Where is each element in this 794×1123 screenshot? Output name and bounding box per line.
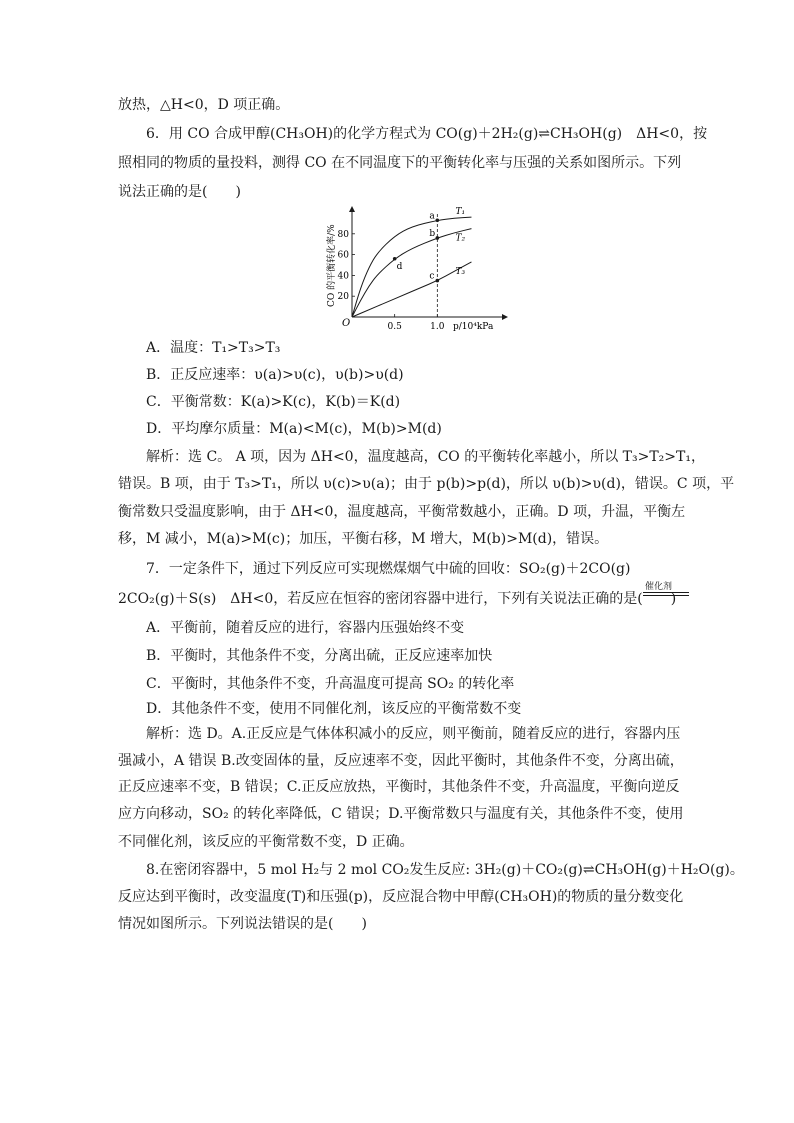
- y-axis-label: CO 的平衡转化率/%: [327, 224, 337, 307]
- catalyst-label: 催化剂: [645, 582, 673, 592]
- text-line: 2CO₂(g)＋S(s) ΔH<0，若反应在恒容的密闭容器中进行，下列有关说法正确的是( ): [118, 591, 677, 607]
- text-line: 照相同的物质的量投料，测得 CO 在不同温度下的平衡转化率与压强的关系如图所示。下列: [118, 155, 682, 171]
- analysis-6: 解析：选 C。 A 项，因为 ΔH<0，温度越高，CO 的平衡转化率越小，所以 T₃>T₂>T₁，: [146, 449, 705, 465]
- point-d: [393, 257, 397, 261]
- text-line: 反应达到平衡时，改变温度(T)和压强(p)，反应混合物中甲醇(CH₃OH)的物质的量分数变化: [118, 889, 684, 905]
- conversion-chart: [320, 205, 520, 335]
- text-line: 说法正确的是( ): [118, 184, 241, 200]
- point-label: d: [396, 261, 403, 272]
- series-line-2: [352, 229, 471, 317]
- series-line-3: [352, 262, 471, 317]
- x-tick-label: 1.0: [430, 322, 445, 332]
- text-line: 不同催化剂，该反应的平衡常数不变，D 正确。: [118, 834, 414, 850]
- series-label: T₃: [455, 266, 466, 277]
- point-label: a: [429, 211, 435, 222]
- y-tick-label: 60: [337, 250, 349, 261]
- option-c: C．平衡时，其他条件不变，升高温度可提高 SO₂ 的转化率: [146, 676, 515, 692]
- text-line: 正反应速率不变，B 错误；C.正反应放热，平衡时，其他条件不变，升高温度，平衡向逆反: [118, 779, 680, 795]
- y-tick-label: 40: [337, 271, 349, 282]
- question-8-stem: 8.在密闭容器中，5 mol H₂与 2 mol CO₂发生反应: 3H₂(g)＋CO₂(g)⇌CH₃OH(g)＋H₂O(g)。: [146, 862, 744, 878]
- option-d: D．其他条件不变，使用不同催化剂，该反应的平衡常数不变: [146, 701, 522, 717]
- text-line: 强减小，A 错误 B.改变固体的量，反应速率不变，因此平衡时，其他条件不变，分离出硫，: [118, 753, 684, 769]
- y-tick-label: 20: [337, 292, 349, 303]
- x-tick-label: 0.5: [387, 322, 402, 332]
- text-line: 错误。B 项，由于 T₃>T₁，所以 υ(c)>υ(a)；由于 p(b)>p(d)，所以 υ(b)>υ(d)，错误。C 项，平: [118, 476, 735, 492]
- option-c: C．平衡常数：K(a)>K(c)，K(b)＝K(d): [146, 394, 401, 410]
- text-line: 情况如图所示。下列说法错误的是( ): [118, 916, 367, 932]
- analysis-7: 解析：选 D。A.正反应是气体体积减小的反应，则平衡前，随着反应的进行，容器内压: [146, 726, 681, 742]
- series-label: T₂: [455, 233, 466, 244]
- point-label: c: [429, 271, 435, 282]
- text-line: 放热，△H<0，D 项正确。: [118, 97, 290, 113]
- text-line: 衡常数只受温度影响，由于 ΔH<0，温度越高，平衡常数越小，正确。D 项，升温，平衡左: [118, 504, 686, 520]
- series-label: T₁: [455, 207, 466, 218]
- series-line-1: [352, 217, 471, 317]
- y-tick-label: 80: [337, 229, 349, 240]
- text-line: 应方向移动，SO₂ 的转化率降低，C 错误；D.平衡常数只与温度有关，其他条件不变，使用: [118, 806, 684, 822]
- option-a: A．平衡前，随着反应的进行，容器内压强始终不变: [146, 620, 465, 636]
- option-d: D．平均摩尔质量：M(a)<M(c)，M(b)>M(d): [146, 421, 442, 437]
- point-c: [436, 279, 440, 283]
- text-line: 移，M 减小，M(a)>M(c)；加压，平衡右移，M 增大，M(b)>M(d)，错误。: [118, 531, 609, 547]
- point-a: [436, 218, 440, 222]
- x-axis-label: p/10⁴kPa: [453, 322, 494, 332]
- question-7-stem: 7．一定条件下，通过下列反应可实现燃煤烟气中硫的回收：SO₂(g)＋2CO(g): [146, 561, 631, 577]
- point-b: [436, 236, 440, 240]
- question-6-stem: 6．用 CO 合成甲醇(CH₃OH)的化学方程式为 CO(g)＋2H₂(g)⇌CH₃OH(g) ΔH<0，按: [146, 126, 708, 142]
- chart-svg: [320, 205, 520, 335]
- option-b: B．正反应速率：υ(a)>υ(c)，υ(b)>υ(d): [146, 367, 404, 383]
- option-a: A．温度：T₁>T₃>T₃: [146, 340, 281, 356]
- origin-label: O: [342, 318, 351, 329]
- point-label: b: [429, 228, 436, 239]
- option-b: B．平衡时，其他条件不变，分离出硫，正反应速率加快: [146, 648, 493, 664]
